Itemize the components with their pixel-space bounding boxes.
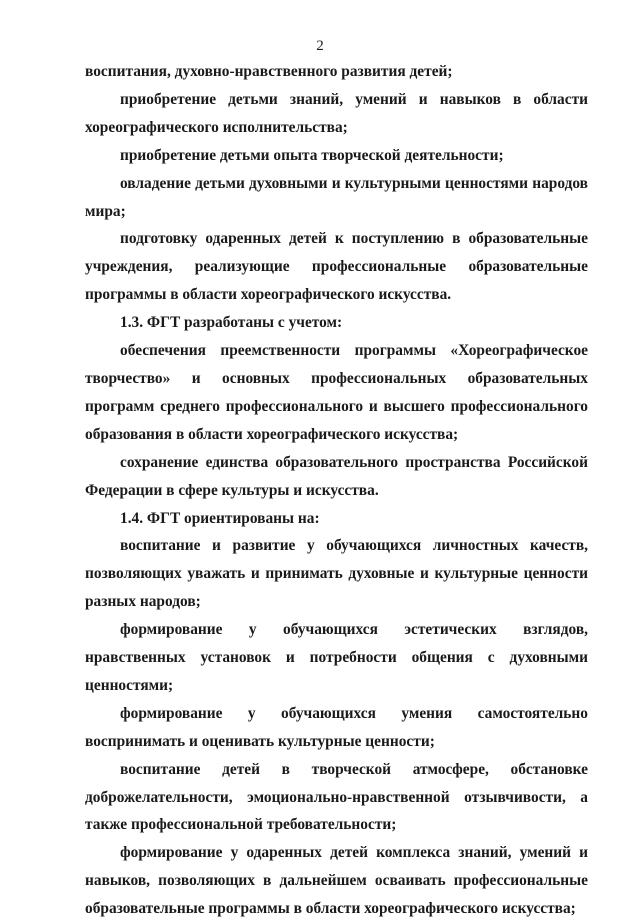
paragraph: воспитание детей в творческой атмосфере, обстановке доброжелательности, эмоционально-нравственной отзывчивости, а также профессиональной требовательности; bbox=[85, 760, 588, 834]
paragraph: формирование у обучающихся умения самостоятельно воспринимать и оценивать культурные ценности; bbox=[85, 704, 588, 750]
section-heading: 1.4. ФГТ ориентированы на: bbox=[120, 509, 320, 527]
section-heading: 1.3. ФГТ разработаны с учетом: bbox=[120, 314, 343, 332]
paragraph: воспитания, духовно-нравственного развития детей; bbox=[85, 63, 453, 80]
paragraph: воспитание и развитие у обучающихся личностных качеств, позволяющих уважать и принимать духовные и культурные ценности разных народов; bbox=[85, 537, 588, 611]
paragraph: овладение детьми духовными и культурными ценностями народов мира; bbox=[85, 174, 588, 220]
document-body bbox=[85, 58, 588, 923]
paragraph: подготовку одаренных детей к поступлению в образовательные учреждения, реализующие профессиональные образовательные программы в области хореографического искусства. bbox=[85, 230, 588, 304]
paragraph: формирование у обучающихся эстетических взглядов, нравственных установок и потребности общения с духовными ценностями; bbox=[85, 621, 588, 694]
paragraph: сохранение единства образовательного пространства Российской Федерации в сфере культуры и искусства. bbox=[85, 453, 588, 499]
paragraph: приобретение детьми знаний, умений и навыков в области хореографического исполнительства; bbox=[85, 90, 588, 136]
paragraph: формирование у одаренных детей комплекса знаний, умений и навыков, позволяющих в дальнейшем осваивать профессиональные образовательные программы в области хореографического искусства; bbox=[85, 844, 588, 918]
paragraph: приобретение детьми опыта творческой деятельности; bbox=[120, 146, 504, 164]
paragraph: обеспечения преемственности программы «Хореографическое творчество» и основных профессиональных образовательных программ среднего профессионального и высшего профессионального образования в области хореографического искусства; bbox=[85, 342, 588, 443]
page-number: 2 bbox=[316, 38, 324, 54]
